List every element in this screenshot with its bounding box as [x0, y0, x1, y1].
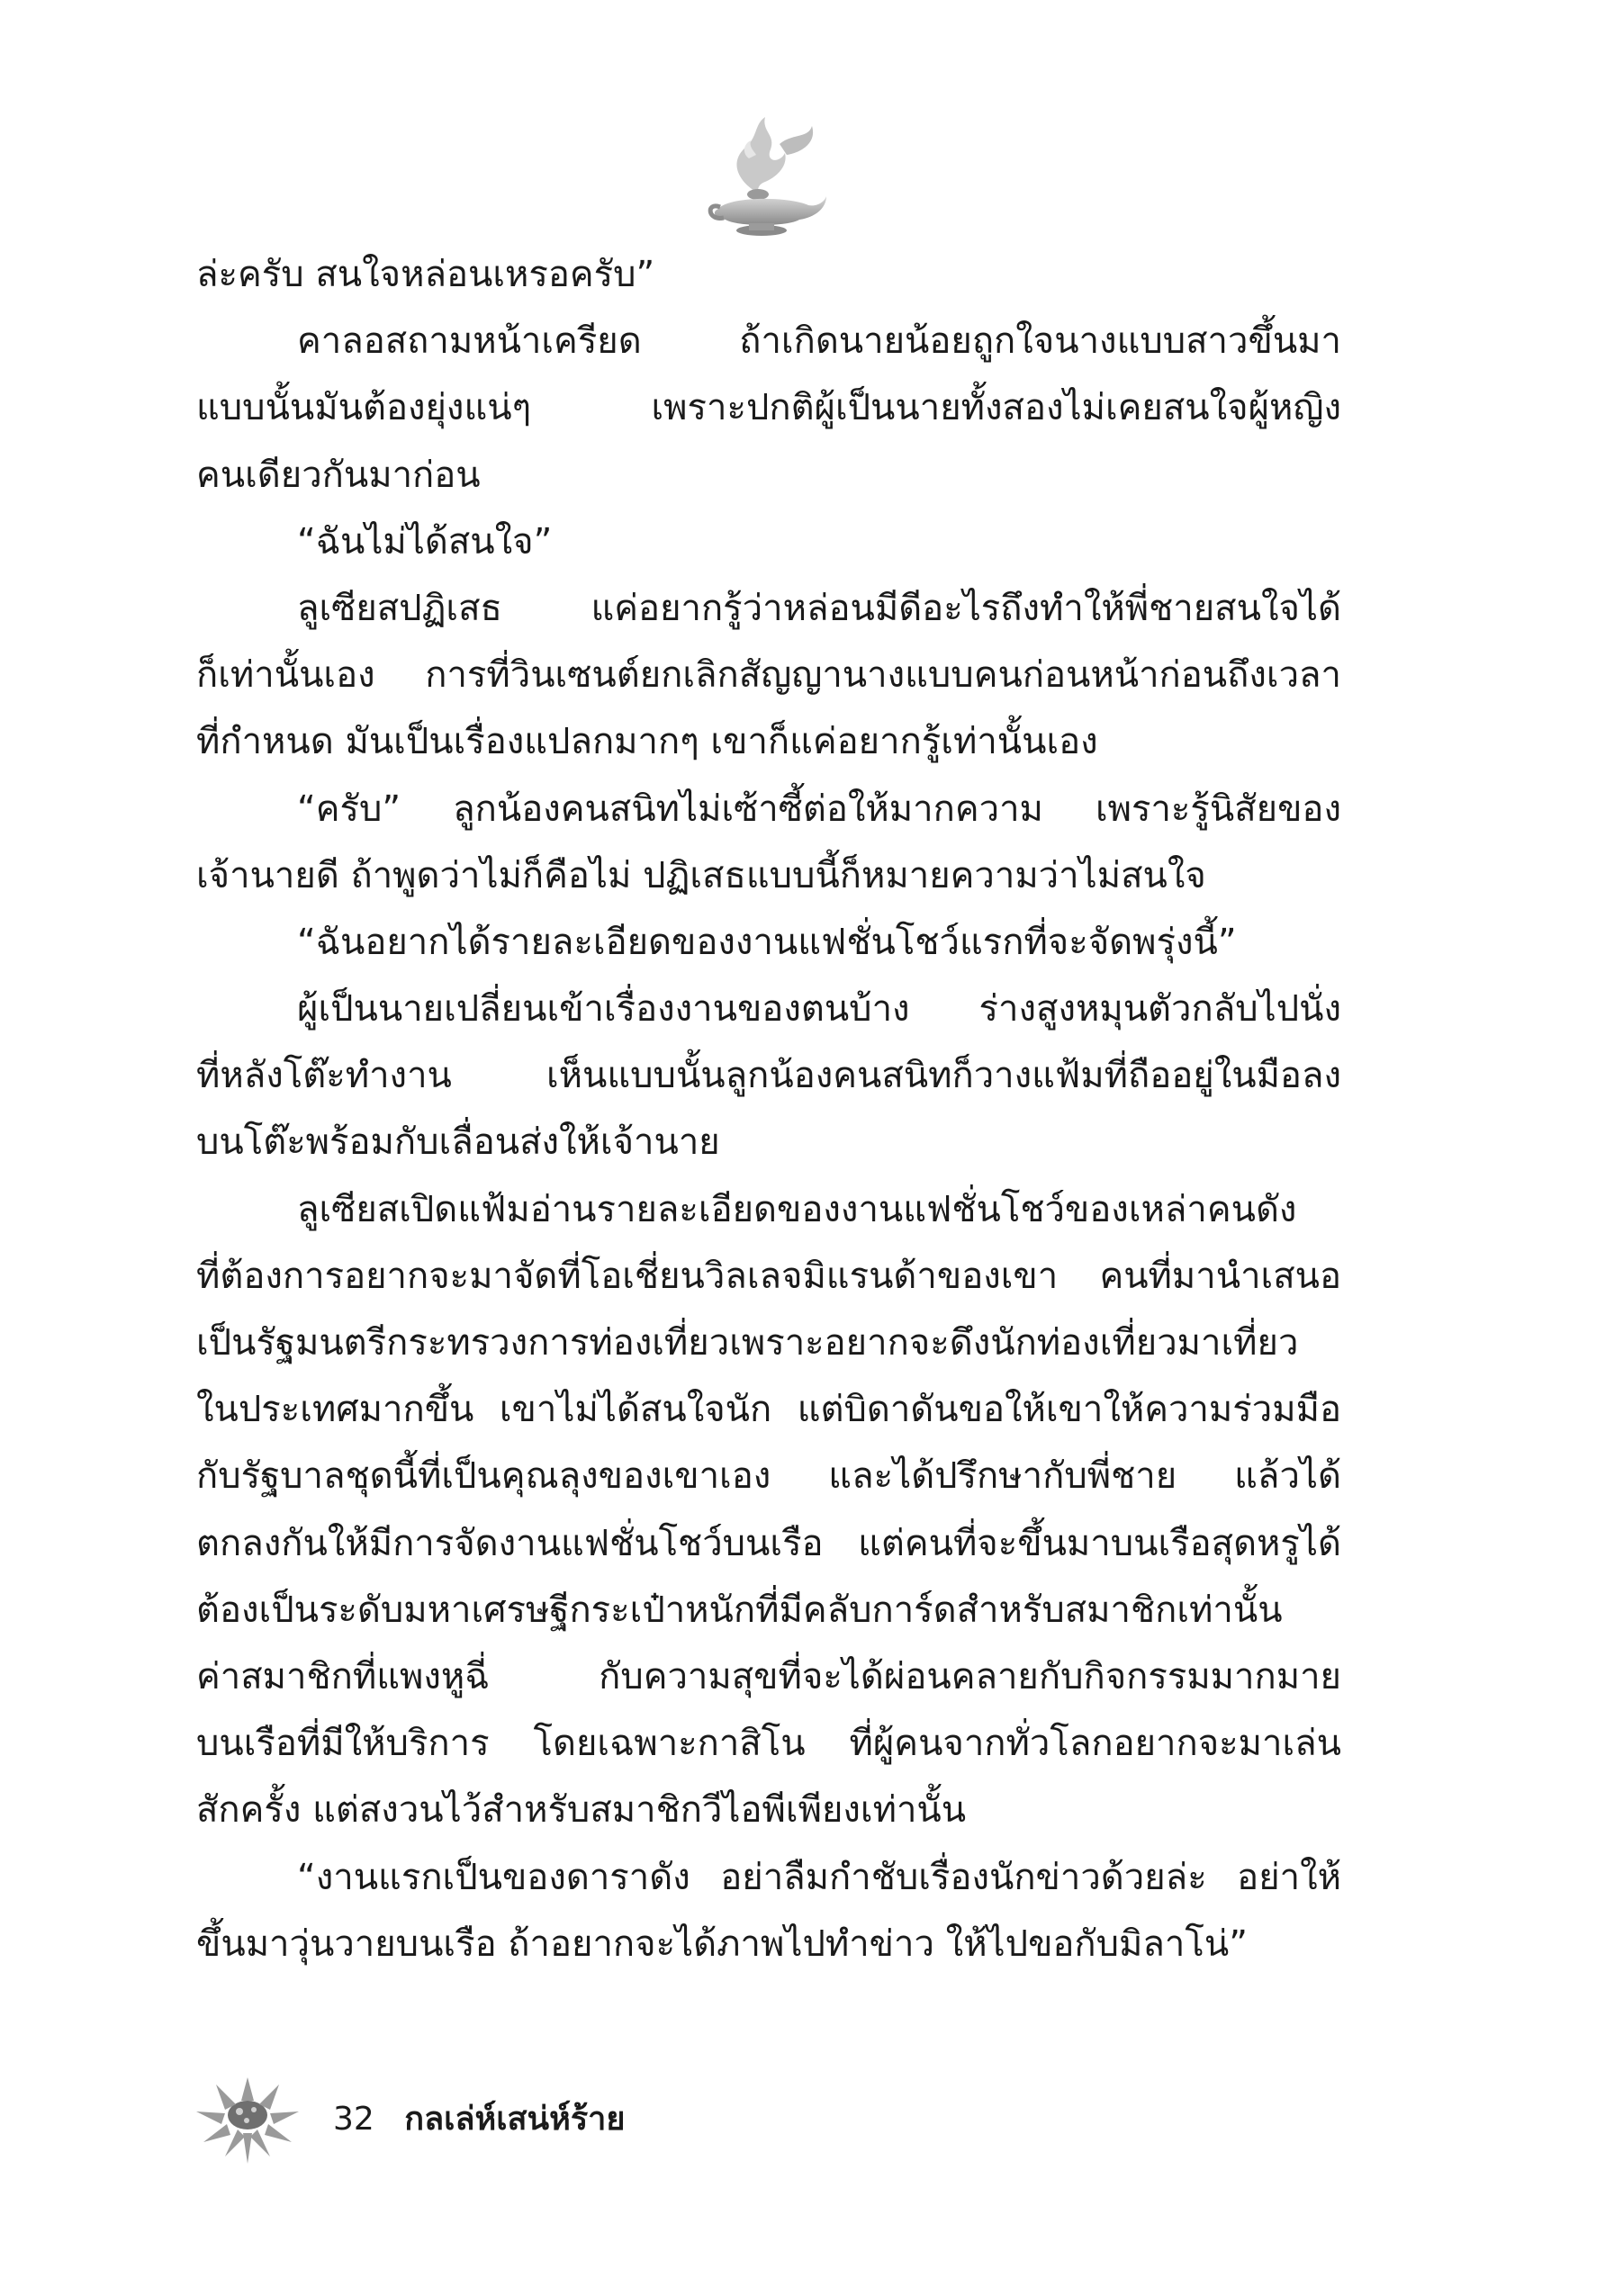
- text-line: ลูเซียสปฏิเสธ แค่อยากรู้ว่าหล่อนมีดีอะไรถึงทำให้พี่ชายสนใจได้: [297, 587, 1341, 629]
- text-line: เป็นรัฐมนตรีกระทรวงการท่องเที่ยวเพราะอยากจะดึงนักท่องเที่ยวมาเที่ยว: [196, 1322, 1299, 1364]
- flower-ornament-icon: [189, 2070, 306, 2169]
- page-number: 32: [333, 2101, 374, 2138]
- text-line: ที่หลังโต๊ะทำงาน เห็นแบบนั้นลูกน้องคนสนิทก็วางแฟ้มที่ถืออยู่ในมือลง: [196, 1055, 1341, 1097]
- text-line: กับรัฐบาลชุดนี้ที่เป็นคุณลุงของเขาเอง และได้ปรึกษากับพี่ชาย แล้วได้: [196, 1455, 1341, 1498]
- text-line: “ฉันอยากได้รายละเอียดของงานแฟชั่นโชว์แรกที่จะจัดพรุ่งนี้”: [297, 921, 1237, 963]
- book-title: กลเล่ห์เสน่ห์ร้าย: [404, 2101, 626, 2138]
- text-line: ค่าสมาชิกที่แพงหูฉี่ กับความสุขที่จะได้ผ่อนคลายกับกิจกรรมมากมาย: [196, 1655, 1341, 1697]
- text-line: คนเดียวกันมาก่อน: [196, 454, 481, 496]
- text-line: ผู้เป็นนายเปลี่ยนเข้าเรื่องงานของตนบ้าง ร่างสูงหมุนตัวกลับไปนั่ง: [297, 988, 1341, 1031]
- page-footer: [189, 2070, 819, 2169]
- genie-lamp-icon: [702, 108, 828, 243]
- text-line: คาลอสถามหน้าเครียด ถ้าเกิดนายน้อยถูกใจนางแบบสาวขึ้นมา: [297, 320, 1341, 363]
- footer-text: [333, 2097, 625, 2142]
- text-line: ที่กำหนด มันเป็นเรื่องแปลกมากๆ เขาก็แค่อยากรู้เท่านั้นเอง: [196, 721, 1098, 763]
- text-line: ในประเทศมากขึ้น เขาไม่ได้สนใจนัก แต่บิดาดันขอให้เขาให้ความร่วมมือ: [196, 1389, 1341, 1431]
- text-line: เจ้านายดี ถ้าพูดว่าไม่ก็คือไม่ ปฏิเสธแบบนี้ก็หมายความว่าไม่สนใจ: [196, 854, 1206, 896]
- text-line: ลูเซียสเปิดแฟ้มอ่านรายละเอียดของงานแฟชั่นโชว์ของเหล่าคนดัง: [297, 1188, 1297, 1230]
- text-line: แบบนั้นมันต้องยุ่งแน่ๆ เพราะปกติผู้เป็นนายทั้งสองไม่เคยสนใจผู้หญิง: [196, 387, 1341, 429]
- body-text: [196, 241, 1341, 1977]
- text-line: “งานแรกเป็นของดาราดัง อย่าลืมกำชับเรื่องนักข่าวด้วยล่ะ อย่าให้: [297, 1856, 1341, 1898]
- text-line: “ครับ” ลูกน้องคนสนิทไม่เซ้าซี้ต่อให้มากความ เพราะรู้นิสัยของ: [297, 788, 1341, 830]
- text-line: ก็เท่านั้นเอง การที่วินเซนต์ยกเลิกสัญญานางแบบคนก่อนหน้าก่อนถึงเวลา: [196, 654, 1341, 697]
- text-line: ที่ต้องการอยากจะมาจัดที่โอเชี่ยนวิลเลจมิแรนด้าของเขา คนที่มานำเสนอ: [196, 1255, 1341, 1297]
- text-line: ขึ้นมาวุ่นวายบนเรือ ถ้าอยากจะได้ภาพไปทำข่าว ให้ไปขอกับมิลาโน่”: [196, 1922, 1248, 1965]
- text-line: สักครั้ง แต่สงวนไว้สำหรับสมาชิกวีไอพีเพียงเท่านั้น: [196, 1789, 967, 1832]
- text-line: ตกลงกันให้มีการจัดงานแฟชั่นโชว์บนเรือ แต่คนที่จะขึ้นมาบนเรือสุดหรูได้: [196, 1522, 1341, 1564]
- text-line: ต้องเป็นระดับมหาเศรษฐีกระเป๋าหนักที่มีคลับการ์ดสำหรับสมาชิกเท่านั้น: [196, 1589, 1283, 1631]
- text-line: บนเรือที่มีให้บริการ โดยเฉพาะกาสิโน ที่ผู้คนจากทั่วโลกอยากจะมาเล่น: [196, 1723, 1341, 1765]
- text-line: “ฉันไม่ได้สนใจ”: [297, 520, 553, 563]
- text-line: ล่ะครับ สนใจหล่อนเหรอครับ”: [196, 254, 655, 295]
- text-line: บนโต๊ะพร้อมกับเลื่อนส่งให้เจ้านาย: [196, 1121, 720, 1164]
